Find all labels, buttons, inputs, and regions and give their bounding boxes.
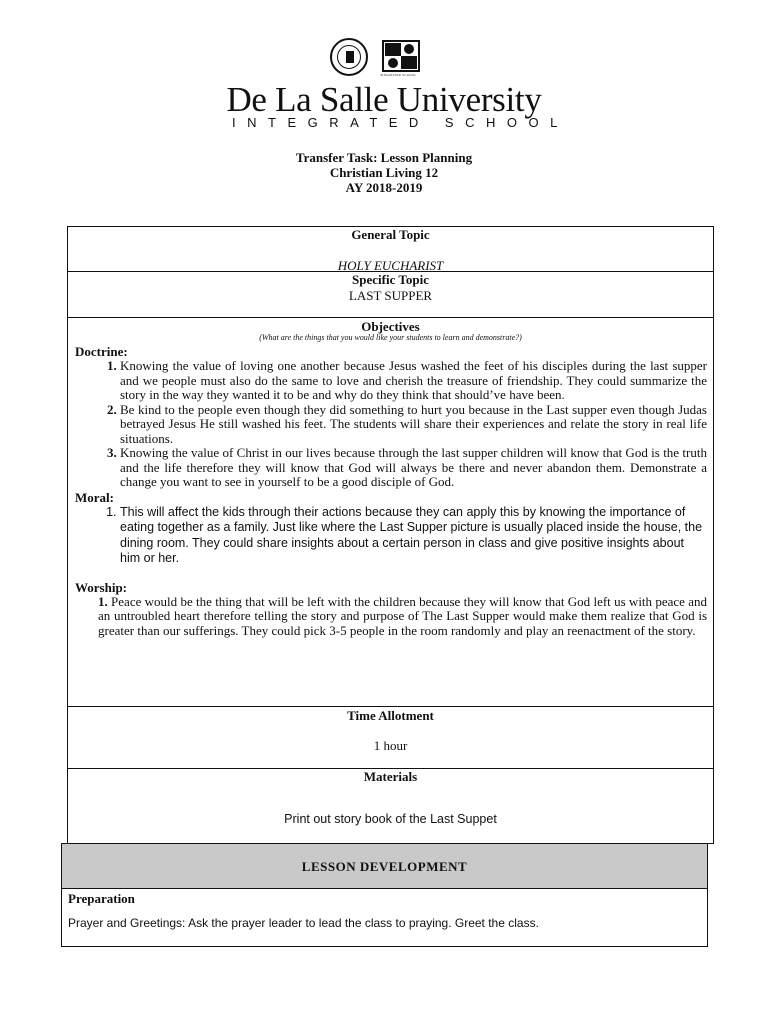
university-subtitle: INTEGRATED SCHOOL [232,115,569,130]
preparation-text: Prayer and Greetings: Ask the prayer leader to lead the class to praying. Greet the class. [68,916,539,930]
objectives-note: (What are the things that you would like your students to learn and demonstrate?) [259,333,522,342]
general-topic-cell [68,227,713,272]
integrated-school-emblem-icon [382,40,420,72]
time-allotment-label: Time Allotment [347,708,434,723]
moral-label: Moral: [75,489,114,505]
document-header [0,150,768,195]
worship-item: 1. Peace would be the thing that will be left with the children because they will know that God left us with peace and an untroubled heart therefore telling the story and purpose of The Last Supper would make them realize that God is greater than our sufferings. They could pick 3-5 people in the room randomly and play an reenactment of the story. [68,595,713,639]
materials-cell [68,769,713,844]
doctrine-list [68,359,713,490]
objectives-label: Objectives [361,319,420,334]
lesson-plan-table [67,226,714,844]
specific-topic-value: LAST SUPPER [348,288,433,303]
doctrine-item: 2. Be kind to the people even though they did something to hurt you because in the Last supper even though Judas betrayed Jesus He still washed his feet. The students will share their experiences and relate the story in real life situations. [120,403,713,447]
objectives-cell [68,318,713,707]
emblem-caption: INTEGRATED SCHOOL [380,73,417,77]
moral-list [68,505,713,567]
general-topic-value: HOLY EUCHARIST [337,258,444,273]
materials-value: Print out story book of the Last Suppet [284,812,497,826]
preparation-label: Preparation [68,891,135,906]
logo-group [330,38,430,78]
university-name: De La Salle University [226,80,542,119]
specific-topic-label: Specific Topic [352,272,429,287]
doctrine-label: Doctrine: [75,344,128,359]
general-topic-label: General Topic [351,227,430,242]
specific-topic-cell [68,272,713,318]
university-seal-icon [330,38,368,76]
worship-list [68,595,713,639]
worship-label: Worship: [75,579,128,595]
preparation-cell [62,891,707,946]
header-year: AY 2018-2019 [345,180,423,195]
header-title: Transfer Task: Lesson Planning [295,150,473,165]
time-allotment-cell [68,707,713,769]
lesson-development-table [61,843,708,947]
doctrine-item: 3. Knowing the value of Christ in our lives because through the last supper children will know that God is the truth and the life therefore they will know that God will always be there and never abandon them. Demonstrate a change you want to see in yourself to be a good disciple of God. [120,446,713,490]
materials-label: Materials [363,769,418,784]
doctrine-item: 1. Knowing the value of loving one another because Jesus washed the feet of his disciples during the last supper and we people must also do the same to love and cherish the treasure of friendship. They could summarize the story in the way they wanted it to be and why do they think that should’ve have been. [120,359,713,403]
lesson-development-header: LESSON DEVELOPMENT [62,844,707,889]
moral-item: 1. This will affect the kids through their actions because they can apply this by knowing the importance of eating together as a family. Just like where the Last Supper picture is usually placed inside the house, the dining room. They could share insights about a certain person in class and give positive insights about him or her. [120,505,713,567]
time-allotment-value: 1 hour [373,738,408,753]
header-subject: Christian Living 12 [329,165,439,180]
